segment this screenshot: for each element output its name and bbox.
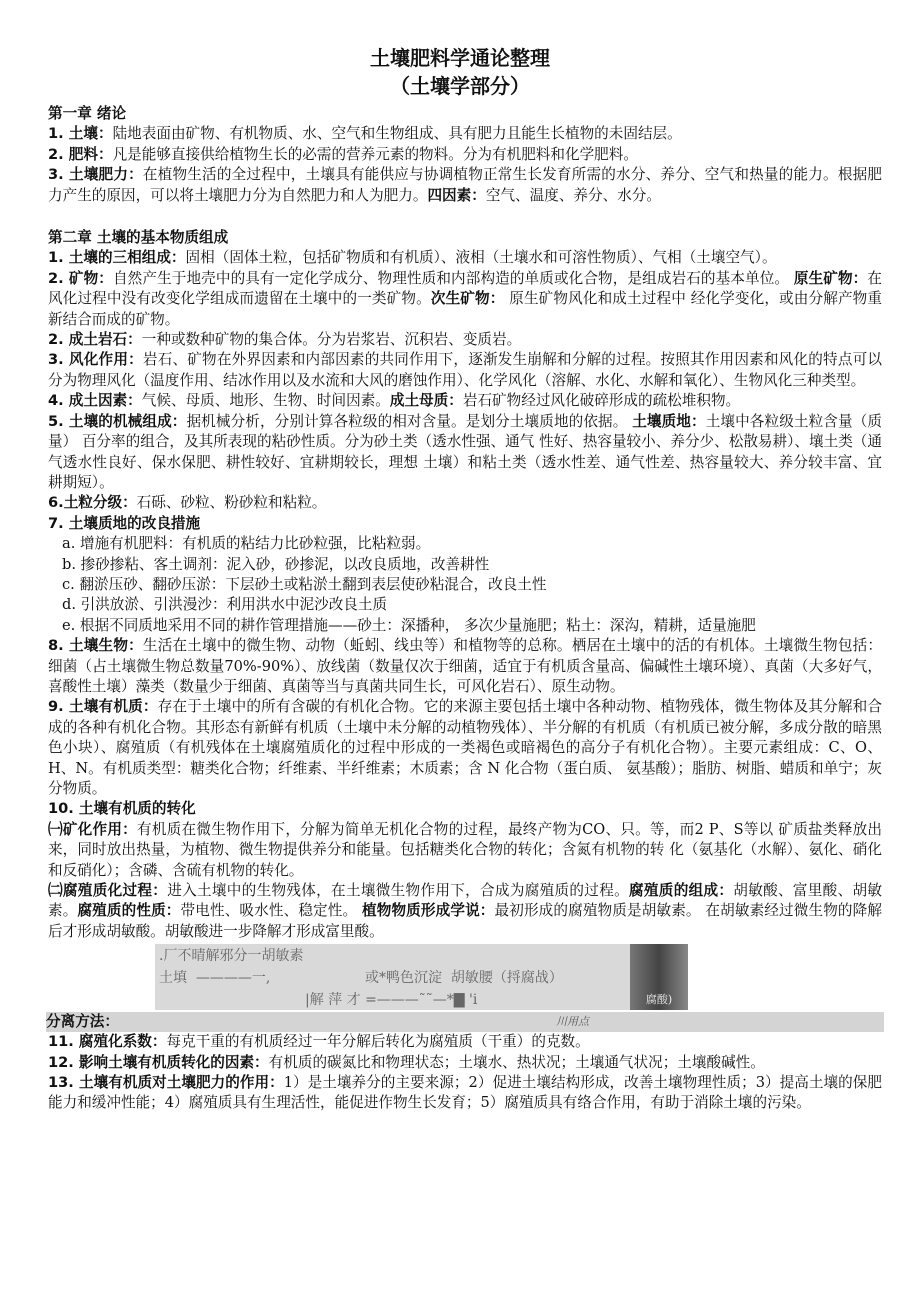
sub-list-item (48, 575, 882, 595)
numbered-paragraph (48, 124, 882, 144)
numbered-paragraph (48, 636, 882, 697)
numbered-paragraph (48, 1053, 882, 1073)
term-label: 10. 土壤有机质的转化 (48, 800, 196, 818)
term-label: 3. 风化作用： (48, 351, 143, 369)
term-label: 2. 成土岩石： (48, 331, 142, 349)
sub-list-item (48, 616, 882, 636)
numbered-paragraph (48, 165, 882, 206)
numbered-paragraph (48, 330, 882, 350)
diagram-text: 或*鸭色沉淀 胡敏腰（捋腐战） (365, 970, 563, 987)
diagram-text: |解 萍 才 =———˜˜—*▇ 'i (305, 992, 478, 1009)
term-label: 原生矿物： (793, 269, 868, 287)
numbered-paragraph (48, 820, 882, 881)
numbered-paragraph (48, 514, 882, 534)
definition-text: 固相（固体土粒，包括矿物质和有机质）、液相（土壤水和可溶性物质）、气相（土壤空气）。 (185, 249, 777, 267)
term-label: 次生矿物： (430, 290, 505, 308)
term-label: 11. 腐殖化系数： (48, 1033, 167, 1051)
numbered-paragraph (48, 412, 882, 494)
definition-text: 每克干重的有机质经过一年分解后转化为腐殖质（干重）的克数。 (166, 1033, 590, 1051)
blank-line (48, 206, 882, 228)
document-body (48, 104, 882, 1114)
numbered-paragraph (48, 697, 882, 799)
term-label: 成土母质： (389, 392, 463, 410)
numbered-paragraph (48, 145, 882, 165)
term-label: 1. 土壤的三相组成： (48, 249, 186, 267)
definition-text: 1）是土壤养分的主要来源；2）促进土壤结构形成，改善土壤物理性质；3）提高土壤的保肥能力和缓冲性能；4）腐殖质具有生理活性，能促进作物生长发育；5）腐殖质具有络合作用，有助于消除土壤的污染。 (48, 1074, 883, 1112)
definition-text: d. 引洪放淤、引洪漫沙：利用洪水中泥沙改良土质 (62, 596, 388, 614)
definition-text: 有机质的碳氮比和物理状态；土壤水、热状况；土壤通气状况；土壤酸碱性。 (268, 1053, 765, 1071)
diagram-text: .厂不晴解邪分一胡敏素 (159, 948, 304, 965)
separation-method-bar (46, 1012, 884, 1032)
term-label: 腐殖质的组成： (629, 882, 734, 900)
definition-text: 最初形成的腐殖物质是胡敏素。 在胡敏素经过微生物的降解后才形成胡敏酸。胡敏酸进一步降解才形成富里酸。 (48, 902, 882, 940)
term-label: 植物物质形成学说： (362, 902, 495, 920)
definition-text: 带电性、吸水性、稳定性。 (180, 902, 362, 920)
term-label: 腐殖质的性质： (77, 902, 181, 920)
term-label: 8. 土壤生物： (48, 637, 143, 655)
numbered-paragraph (48, 1073, 882, 1114)
sub-list-item (48, 595, 882, 615)
term-label: ㈡腐殖质化过程： (48, 882, 168, 900)
definition-text: b. 掺砂掺粘、客土调剂：泥入砂，砂掺泥，以改良质地，改善耕性 (62, 555, 490, 573)
diagram-text: 土填 ————一, (159, 970, 271, 987)
term-label: 9. 土壤有机质： (48, 698, 158, 716)
term-label: 7. 土壤质地的改良措施 (48, 514, 201, 532)
term-label: 3. 土壤肥力： (48, 166, 143, 184)
definition-text: e. 根据不同质地采用不同的耕作管理措施——砂土：深播种， 多次少量施肥；粘土：深沟，精耕，适量施肥 (62, 616, 756, 634)
numbered-paragraph (48, 799, 882, 819)
document-subtitle: （土壤学部分） (390, 74, 530, 98)
definition-text: 原生矿物风化和成土过程中 经化学变化，或由分解产物重新结合而成的矿物。 (48, 290, 882, 328)
definition-text: 据机械分析，分别计算各粒级的相对含量。是划分土壤质地的依据。 (186, 412, 633, 430)
definition-text: 气候、母质、地形、生物、时间因素。 (141, 392, 390, 410)
numbered-paragraph (48, 269, 882, 330)
numbered-paragraph (48, 493, 882, 513)
term-label: 1. 土壤： (48, 125, 113, 143)
definition-text: 岩石、矿物在外界因素和内部因素的共同作用下，逐渐发生崩解和分解的过程。按照其作用因素和风化的特点可以分为物理风化（温度作用、结冰作用以及水流和大风的磨蚀作用）、化学风化（溶解、水化、水解和氧化）、生物风化三种类型。 (48, 351, 882, 389)
definition-text: 在风化过程中没有改变化学组成而遗留在土壤中的一类矿物。 (48, 269, 882, 308)
term-label: 四因素： (427, 186, 486, 204)
term-label: ㈠矿化作用： (48, 820, 138, 838)
separation-label: 分离方法： (46, 1013, 119, 1031)
term-label: 5. 土壤的机械组成： (48, 412, 187, 430)
definition-text: 有机质在微生物作用下，分解为简单无机化合物的过程，最终产物为CO、只。等，而2 P、S等以 矿质盐类释放出来，同时放出热量，为植物、微生物提供养分和能量。包括糖类化合物的转化；含氮有机物的转 化（氨基化（水解）、氨化、硝化和反硝化）；含磷、含硫有机物的转化。 (48, 820, 882, 879)
term-label: 2. 矿物： (48, 269, 113, 287)
numbered-paragraph (48, 1032, 882, 1052)
term-label: 土壤质地： (632, 412, 706, 430)
definition-text: 陆地表面由矿物、有机物质、水、空气和生物组成、具有肥力且能生长植物的未固结层。 (112, 125, 682, 143)
definition-text: 岩石矿物经过风化破碎形成的疏松堆积物。 (462, 392, 741, 410)
definition-text: 空气、温度、养分、水分。 (485, 186, 661, 204)
term-label: 6.土粒分级： (48, 494, 137, 512)
sub-list-item (48, 534, 882, 554)
numbered-paragraph (48, 391, 882, 411)
term-label: 4. 成土因素： (48, 392, 142, 410)
term-label: 12. 影响土壤有机质转化的因素： (48, 1053, 269, 1071)
diagram-dark-strip: 腐酸) (630, 944, 688, 1010)
chapter-heading: 第一章 绪论 (48, 105, 127, 122)
definition-text: 土壤中各粒级土粒含量（质量） 百分率的组合，及其所表现的粘砂性质。分为砂土类（透水性强、通气 性好、热容量较小、养分少、松散易耕）、壤土类（通气透水性良好、保水保肥、耕性较好、宜耕期较长，理想 土壤）和粘土类（透水性差、通气性差、热容量较大、养分较丰富、宜耕期短）。 (48, 412, 882, 491)
sub-list-item (48, 555, 882, 575)
definition-text: 自然产生于地壳中的具有一定化学成分、物理性质和内部构造的单质或化合物，是组成岩石的基本单位。 (112, 269, 794, 287)
humus-diagram-image (155, 944, 685, 1010)
definition-text: 凡是能够直接供给植物生长的必需的营养元素的物料。分为有机肥料和化学肥料。 (112, 145, 638, 163)
separation-note: 川用点 (556, 1015, 589, 1029)
numbered-paragraph (48, 350, 882, 391)
definition-text: 进入土壤中的生物残体，在土壤微生物作用下，合成为腐殖质的过程。 (167, 882, 630, 900)
chapter-heading: 第二章 土壤的基本物质组成 (48, 229, 229, 247)
numbered-paragraph (48, 248, 882, 268)
document-title: 土壤肥料学通论整理 (370, 46, 550, 70)
definition-text: 在植物生活的全过程中，土壤具有能供应与协调植物正常生长发育所需的水分、养分、空气和热量的能力。根据肥力产生的原因，可以将土壤肥力分为自然肥力和人为肥力。 (48, 166, 882, 204)
definition-text: 存在于土壤中的所有含碳的有机化合物。它的来源主要包括土壤中各种动物、植物残体，微生物体及其分解和合成的各种有机化合物。其形态有新鲜有机质（土壤中未分解的动植物残体）、半分解的有机质（有机质已被分解，多成分散的暗黑色小块）、腐殖质（有机残体在土壤腐殖质化的过程中形成的一类褐色或暗褐色的高分子有机化合物）。主要元素组成：C、O、H、N。有机质类型：糖类化合物；纤维素、半纤维素；木质素；含 N 化合物（蛋白质、 氨基酸）；脂肪、树脂、蜡质和单宁；灰分物质。 (48, 698, 882, 797)
definition-text: a. 增施有机肥料：有机质的粘结力比砂粒强，比粘粒弱。 (62, 535, 431, 553)
term-label: 13. 土壤有机质对土壤肥力的作用： (48, 1074, 284, 1092)
definition-text: 一种或数种矿物的集合体。分为岩浆岩、沉积岩、变质岩。 (141, 331, 522, 349)
definition-text: 石砾、砂粒、粉砂粒和粘粒。 (136, 494, 327, 512)
definition-text: 胡敏酸、富里酸、胡敏素。 (48, 882, 882, 920)
definition-text: 生活在土壤中的微生物、动物（蚯蚓、线虫等）和植物等的总称。栖居在土壤中的活的有机体。土壤微生物包括：细菌（占土壤微生物总数量70%-90%）、放线菌（数量仅次于细菌，适宜于有机质含量高、偏碱性土壤环境）、真菌（大多好气，喜酸性土壤）藻类（数量少于细菌、真菌等当与真菌共同生长，可风化岩石）、原生动物。 (48, 637, 882, 695)
numbered-paragraph (48, 881, 882, 942)
definition-text: c. 翻淤压砂、翻砂压淤：下层砂土或粘淤土翻到表层使砂粘混合，改良土性 (62, 575, 547, 593)
term-label: 2. 肥料： (48, 145, 113, 163)
